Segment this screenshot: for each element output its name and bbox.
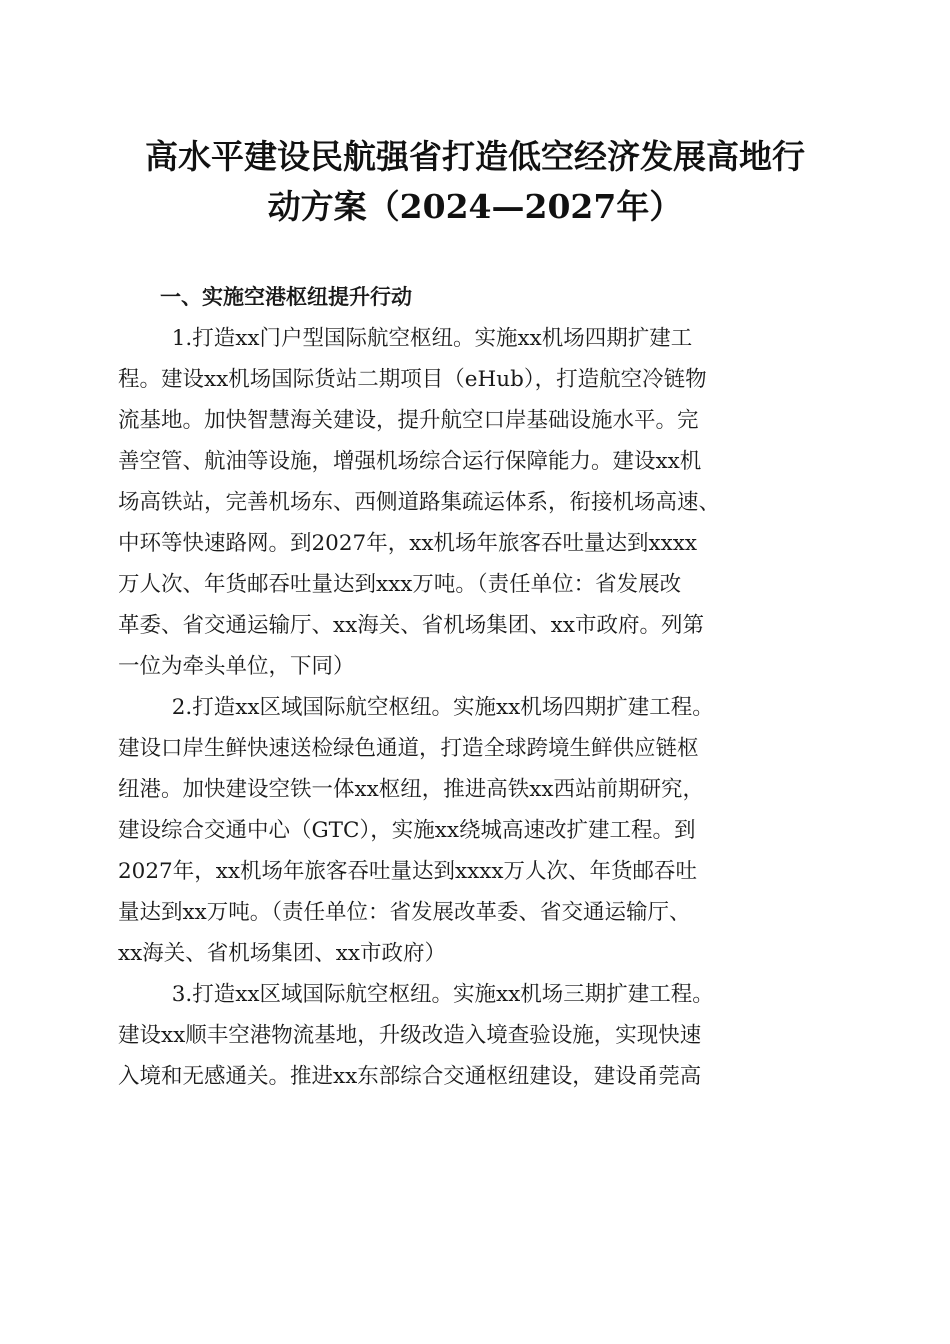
paragraph-line: 万人次、年货邮吞吐量达到xxx万吨。（责任单位：省发展改 bbox=[118, 572, 682, 597]
document-title bbox=[100, 132, 850, 232]
paragraph-line: 善空管、航油等设施，增强机场综合运行保障能力。建设xx机 bbox=[118, 449, 702, 474]
paragraph-line: 一位为牵头单位，下同） bbox=[118, 654, 355, 679]
document-body bbox=[118, 277, 832, 1097]
paragraph-item-1 bbox=[118, 318, 832, 687]
paragraph-line: 程。建设xx机场国际货站二期项目（eHub），打造航空冷链物 bbox=[118, 367, 707, 392]
paragraph-line: 革委、省交通运输厅、xx海关、省机场集团、xx市政府。列第 bbox=[118, 613, 705, 638]
paragraph-line: 建设综合交通中心（GTC），实施xx绕城高速改扩建工程。到 bbox=[118, 818, 696, 843]
title-line: 动方案（2024—2027年） bbox=[267, 187, 683, 226]
section-heading: 一、实施空港枢纽提升行动 bbox=[160, 285, 412, 309]
paragraph-line: 流基地。加快智慧海关建设，提升航空口岸基础设施水平。完 bbox=[118, 408, 699, 433]
paragraph-line: 入境和无感通关。推进xx东部综合交通枢纽建设，建设甬莞高 bbox=[118, 1064, 702, 1089]
paragraph-line: 1.打造xx门户型国际航空枢纽。实施xx机场四期扩建工 bbox=[171, 326, 693, 351]
paragraph-line: xx海关、省机场集团、xx市政府） bbox=[118, 941, 447, 966]
paragraph-line: 2027年，xx机场年旅客吞吐量达到xxxx万人次、年货邮吞吐 bbox=[118, 859, 697, 884]
paragraph-line: 场高铁站，完善机场东、西侧道路集疏运体系，衔接机场高速、 bbox=[118, 490, 721, 515]
paragraph-line: 2.打造xx区域国际航空枢纽。实施xx机场四期扩建工程。 bbox=[171, 695, 714, 720]
paragraph-item-2 bbox=[118, 687, 832, 974]
paragraph-line: 纽港。加快建设空铁一体xx枢纽，推进高铁xx西站前期研究， bbox=[118, 777, 705, 802]
paragraph-line: 建设口岸生鲜快速送检绿色通道，打造全球跨境生鲜供应链枢 bbox=[118, 736, 699, 761]
paragraph-line: 量达到xx万吨。（责任单位：省发展改革委、省交通运输厅、 bbox=[118, 900, 691, 925]
paragraph-item-3 bbox=[118, 974, 832, 1097]
paragraph-line: 3.打造xx区域国际航空枢纽。实施xx机场三期扩建工程。 bbox=[171, 982, 714, 1007]
paragraph-line: 中环等快速路网。到2027年，xx机场年旅客吞吐量达到xxxx bbox=[118, 531, 697, 556]
title-line: 高水平建设民航强省打造低空经济发展高地行 bbox=[145, 137, 805, 176]
paragraph-line: 建设xx顺丰空港物流基地，升级改造入境查验设施，实现快速 bbox=[118, 1023, 702, 1048]
